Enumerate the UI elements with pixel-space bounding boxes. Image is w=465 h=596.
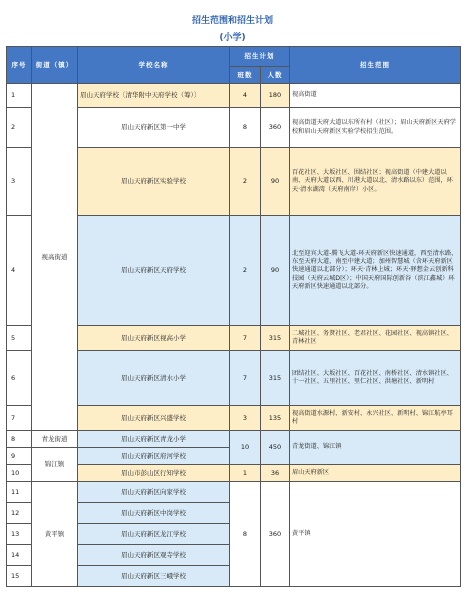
street-cell: 锦江镇 (32, 448, 78, 482)
scope-text: 二城社区、务贤社区、老君社区、花园社区、视高镇社区、青林社区 (290, 326, 461, 351)
header-people: 人数 (261, 67, 290, 84)
header-street: 街道（镇） (32, 47, 78, 84)
people-count: 135 (261, 406, 290, 431)
header-scope: 招生范围 (290, 47, 461, 84)
scope-text: 团结社区、大坂社区、百花社区、南桥社区、清水镇社区、十一社区、五里社区、里仁社区、洪塘社区、新明村 (290, 351, 461, 406)
school-name: 眉山天府新区视高小学 (78, 326, 230, 351)
school-name: 眉山天府新区向家学校 (78, 482, 230, 503)
row-no: 2 (7, 108, 32, 148)
row-no: 11 (7, 482, 32, 503)
people-count: 360 (261, 482, 290, 587)
row-no: 6 (7, 351, 32, 406)
people-count: 315 (261, 326, 290, 351)
class-count: 3 (230, 406, 261, 431)
people-count: 360 (261, 108, 290, 148)
enrollment-table (6, 46, 461, 587)
school-name: 眉山天府新区天府学校 (78, 216, 230, 326)
people-count: 315 (261, 351, 290, 406)
school-name: 眉山市彭山区行知学校 (78, 465, 230, 482)
row-no: 1 (7, 84, 32, 108)
scope-text: 视高街道 (290, 84, 461, 108)
school-name: 眉山天府新区兴盛学校 (78, 406, 230, 431)
row-no: 3 (7, 148, 32, 216)
class-count: 10 (230, 431, 261, 465)
header-school: 学校名称 (78, 47, 230, 84)
people-count: 36 (261, 465, 290, 482)
school-name: 眉山天府新区第一中学 (78, 108, 230, 148)
class-count: 1 (230, 465, 261, 482)
scope-text: 视高街道天府大道以东所有村（社区）；眉山天府新区天府学校和眉山天府新区实验学校招生范围。 (290, 108, 461, 148)
row-no: 4 (7, 216, 32, 326)
people-count: 90 (261, 216, 290, 326)
street-cell: 青龙街道 (32, 431, 78, 448)
school-name: 眉山天府新区青龙小学 (78, 431, 230, 448)
class-count: 8 (230, 108, 261, 148)
class-count: 7 (230, 326, 261, 351)
street-cell: 黄平镇 (32, 482, 78, 587)
scope-text: 百花社区、大坂社区、围结社区；视高街道（中建大道以南、天府大道以西、川港大道以北、清水路以东）范围，环天·清水湖湾（天府南岸）小区。 (290, 148, 461, 216)
page-subtitle: (小学) (219, 33, 246, 43)
people-count: 90 (261, 148, 290, 216)
page-title: 招生范围和招生计划 (191, 16, 273, 26)
scope-text: 青龙街道、锦江镇 (290, 431, 461, 465)
people-count: 180 (261, 84, 290, 108)
school-name: 眉山天府新区龙江学校 (78, 524, 230, 545)
scope-text: 黄平镇 (290, 482, 461, 587)
school-name: 眉山天府新区观寺学校 (78, 545, 230, 566)
row-no: 14 (7, 545, 32, 566)
row-no: 8 (7, 431, 32, 448)
class-count: 2 (230, 216, 261, 326)
header-plan: 招生计划 (230, 47, 290, 67)
street-cell: 视高街道 (32, 84, 78, 431)
row-no: 10 (7, 465, 32, 482)
scope-text: 眉山天府新区 (290, 465, 461, 482)
class-count: 2 (230, 148, 261, 216)
header-seq: 序号 (7, 47, 32, 84)
people-count: 450 (261, 431, 290, 465)
school-name: 眉山天府新区府河学校 (78, 448, 230, 465)
row-no: 15 (7, 566, 32, 587)
school-name: 眉山天府新区实验学校 (78, 148, 230, 216)
row-no: 7 (7, 406, 32, 431)
school-name: 眉山天府新区清水小学 (78, 351, 230, 406)
class-count: 7 (230, 351, 261, 406)
header-classes: 班数 (230, 67, 261, 84)
school-name: 眉山天府新区三峨学校 (78, 566, 230, 587)
class-count: 8 (230, 482, 261, 587)
scope-text: 视高街道水源村、新安村、永兴社区、新明村、锦江航亭耳村 (290, 406, 461, 431)
school-name: 眉山天府新区中岗学校 (78, 503, 230, 524)
row-no: 5 (7, 326, 32, 351)
row-no: 12 (7, 503, 32, 524)
scope-text: 北至迎宾大道-腾飞大道-环天府新区快速通道，西至清水路，东至天府大道，南至中建大道；加州智慧城（含环天府新区快速通道以北部分）；环天·青林上城；环天·驿想金云创新科技园（天府云城D区）；中国天府国际创新谷（滨江鑫城）环天府新区快速通道以北部分。 (290, 216, 461, 326)
class-count: 4 (230, 84, 261, 108)
row-no: 13 (7, 524, 32, 545)
row-no: 9 (7, 448, 32, 465)
school-name: 眉山天府学校〔清华附中天府学校（筹）〕 (78, 84, 230, 108)
